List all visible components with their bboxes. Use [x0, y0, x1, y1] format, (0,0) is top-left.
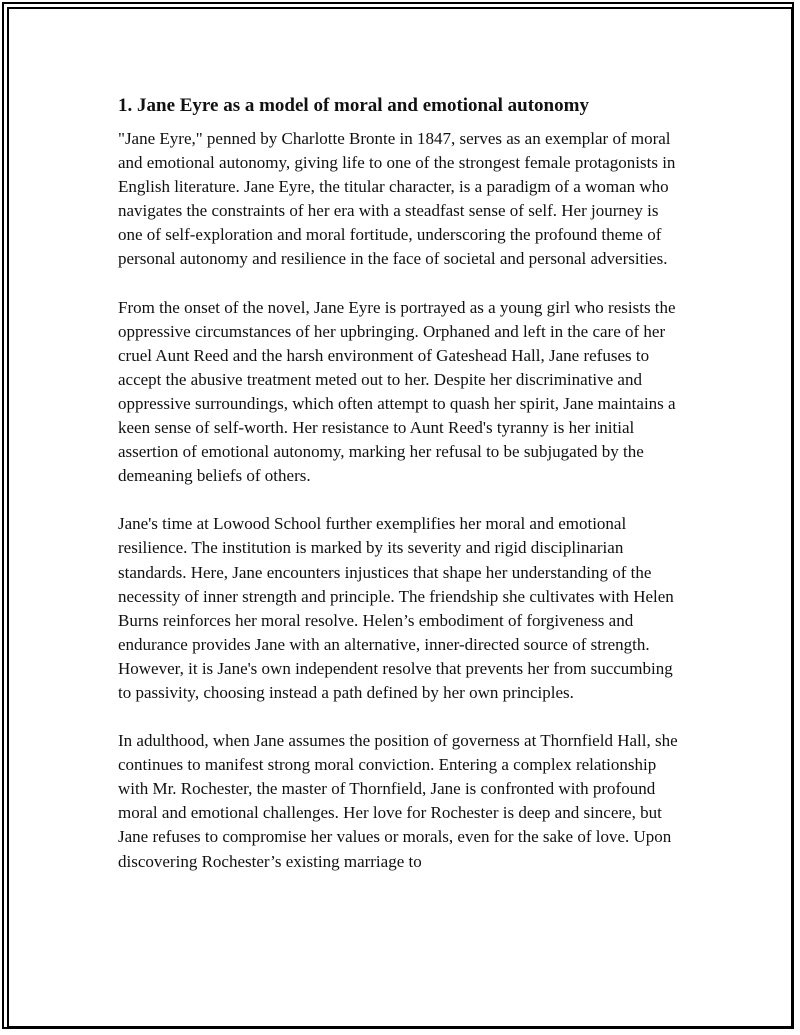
- document-page: [118, 93, 684, 898]
- paragraph-1: "Jane Eyre," penned by Charlotte Bronte in 1847, serves as an exemplar of moral and emotional autonomy, giving life to one of the strongest female protagonists in English literature. Jane Eyre, the titular character, is a paradigm of a woman who navigates the constraints of her era with a steadfast sense of self. Her journey is one of self-exploration and moral fortitude, underscoring the profound theme of personal autonomy and resilience in the face of societal and personal adversities.: [118, 129, 676, 269]
- paragraph-2: From the onset of the novel, Jane Eyre is portrayed as a young girl who resists the oppressive circumstances of her upbringing. Orphaned and left in the care of her cruel Aunt Reed and the harsh environment of Gateshead Hall, Jane refuses to accept the abusive treatment meted out to her. Despite her discriminative and oppressive surroundings, which often attempt to quash her spirit, Jane maintains a keen sense of self-worth. Her resistance to Aunt Reed's tyranny is her initial assertion of emotional autonomy, marking her refusal to be subjugated by the demeaning beliefs of others.: [118, 297, 676, 486]
- section-heading: 1. Jane Eyre as a model of moral and emotional autonomy: [118, 95, 589, 116]
- paragraph-4: In adulthood, when Jane assumes the position of governess at Thornfield Hall, she continues to manifest strong moral conviction. Entering a complex relationship with Mr. Rochester, the master of Thornfield, Jane is confronted with profound moral and emotional challenges. Her love for Rochester is deep and sincere, but Jane refuses to compromise her values or morals, even for the sake of love. Upon discovering Rochester’s existing marriage to: [118, 731, 678, 871]
- paragraph-3: Jane's time at Lowood School further exemplifies her moral and emotional resilience. The institution is marked by its severity and rigid disciplinarian standards. Here, Jane encounters injustices that shape her understanding of the necessity of inner strength and principle. The friendship she cultivates with Helen Burns reinforces her moral resolve. Helen’s embodiment of forgiveness and endurance provides Jane with an alternative, inner-directed source of strength. However, it is Jane's own independent resolve that prevents her from succumbing to passivity, choosing instead a path defined by her own principles.: [118, 514, 674, 702]
